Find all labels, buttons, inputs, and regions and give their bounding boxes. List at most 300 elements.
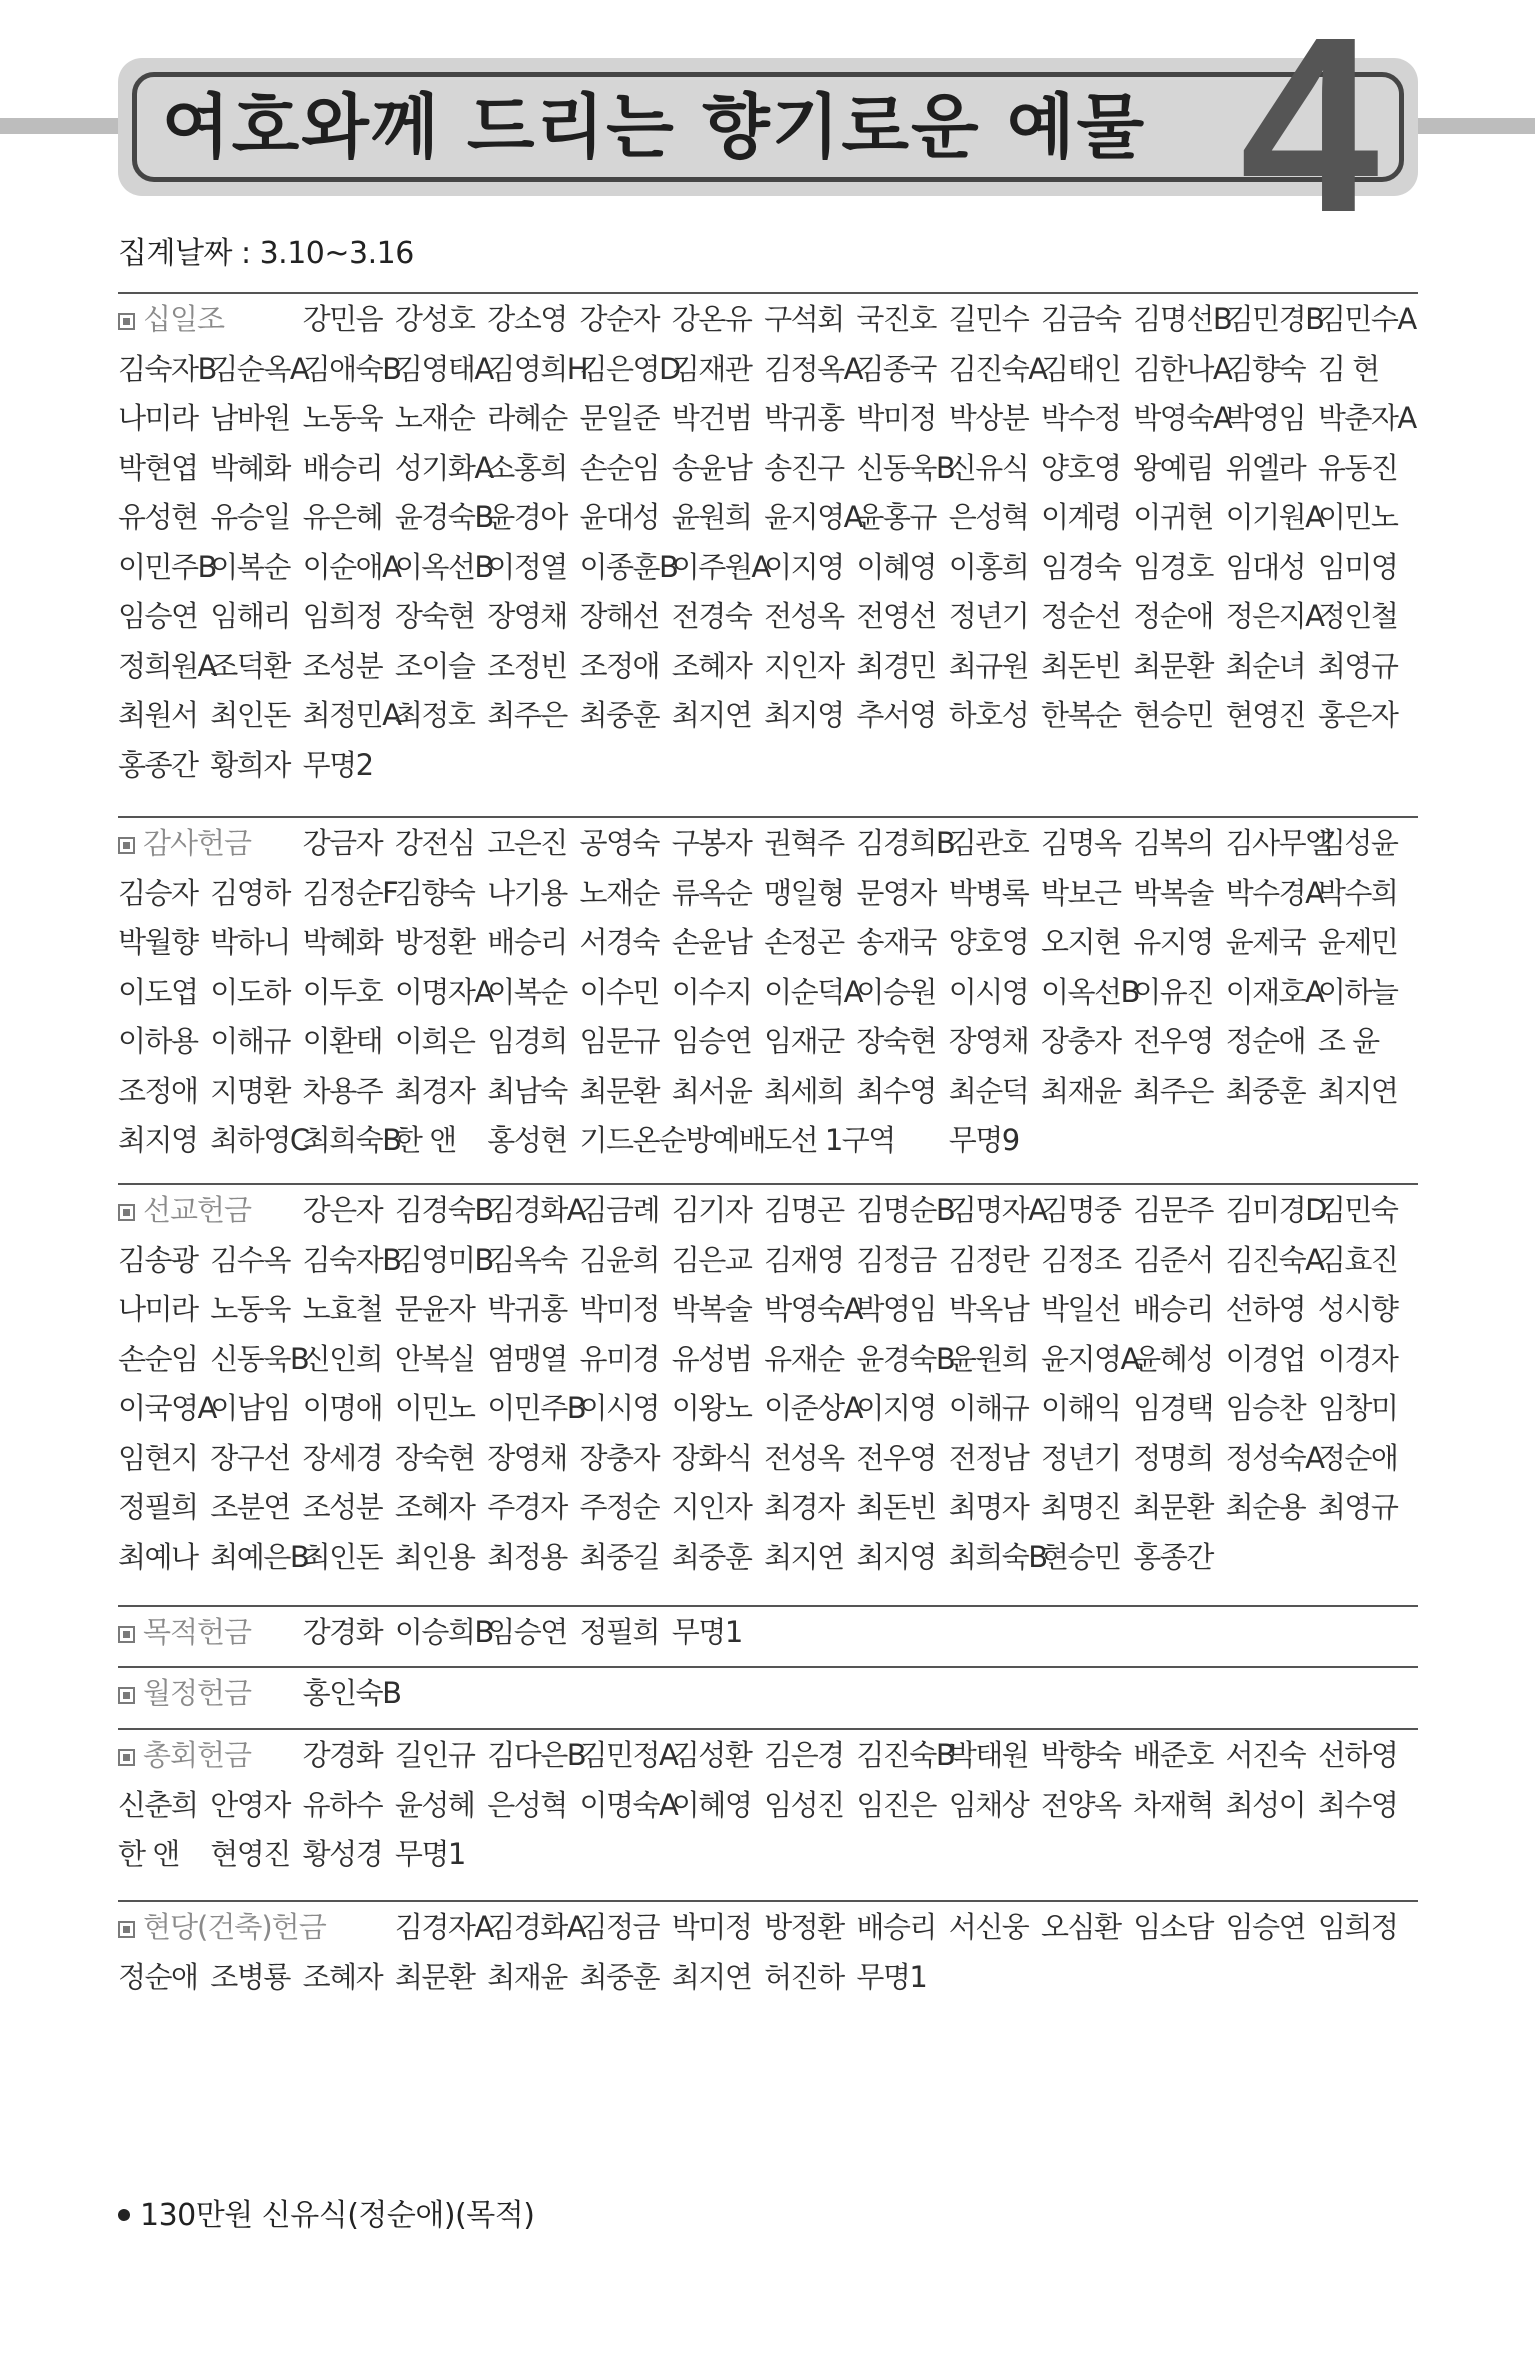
donor-name: 박병록 — [948, 875, 1029, 910]
donor-name: 최원서 — [118, 698, 198, 732]
name-row — [118, 1732, 1418, 1778]
name-row — [118, 919, 1418, 965]
name-row — [118, 296, 1418, 342]
donor-name: 최순덕 — [948, 1073, 1029, 1108]
donor-name: 임채상 — [948, 1787, 1029, 1822]
donor-name: 신인희 — [302, 1341, 383, 1376]
donor-name: 강민음 — [302, 302, 383, 336]
donor-name: 정명희 — [1133, 1440, 1213, 1475]
donor-name: 김다은B — [487, 1738, 586, 1772]
donor-name: 박옥남 — [948, 1292, 1029, 1326]
name-row — [118, 692, 1418, 738]
donor-name: 한 앤 — [394, 1123, 456, 1157]
donor-name: 장충자 — [1041, 1024, 1121, 1058]
donor-name: 정순애 — [118, 1959, 198, 1994]
name-row — [118, 643, 1418, 689]
donor-name: 김영미B — [394, 1242, 493, 1277]
donor-name: 이해규 — [948, 1391, 1029, 1425]
donor-name: 김준서 — [1133, 1242, 1213, 1277]
donor-name: 박향숙 — [1041, 1738, 1121, 1772]
donor-name: 최지영 — [118, 1123, 198, 1157]
donor-name: 허진하 — [764, 1959, 844, 1994]
donor-name: 최지연 — [1317, 1073, 1398, 1108]
donor-name: 조정애 — [118, 1073, 198, 1108]
donor-name: 최지연 — [671, 698, 752, 732]
name-row — [118, 445, 1418, 491]
donor-name: 이민주B — [118, 549, 216, 584]
donor-name: 최주은 — [487, 698, 567, 732]
donor-name: 최정호 — [394, 698, 475, 732]
donor-name: 전경숙 — [671, 599, 752, 633]
donor-name: 김명곤 — [764, 1193, 844, 1227]
donor-name: 배승리 — [856, 1910, 936, 1944]
donor-name: 윤원희 — [948, 1341, 1029, 1376]
donor-name: 소홍희 — [487, 450, 567, 485]
donor-name: 문일준 — [579, 401, 660, 435]
donor-name: 방정환 — [764, 1910, 844, 1944]
donor-name: 노동욱 — [210, 1292, 290, 1326]
donor-name: 장숙현 — [856, 1024, 936, 1058]
donor-name: 무명9 — [948, 1123, 1019, 1157]
donor-name: 최중훈 — [579, 1959, 660, 1994]
donor-name: 최예나 — [118, 1539, 198, 1574]
donor-name: 김애숙B — [302, 351, 401, 386]
donor-name: 윤지영A — [764, 500, 862, 534]
donor-name: 성시향 — [1317, 1292, 1398, 1326]
donor-name: 이재호A — [1225, 974, 1324, 1009]
donor-name: 신동욱B — [210, 1341, 309, 1376]
donor-name: 조병룡 — [210, 1959, 290, 1994]
section-divider — [118, 1666, 1418, 1668]
donor-name: 박영숙A — [1133, 401, 1232, 435]
donor-name: 장해선 — [579, 599, 660, 633]
name-row — [118, 1782, 1418, 1828]
donor-name: 김옥숙 — [487, 1242, 567, 1277]
donor-name: 이민주B — [487, 1391, 586, 1425]
donor-name: 황성경 — [302, 1837, 383, 1871]
donor-name: 윤경아 — [487, 500, 567, 534]
name-row — [118, 1904, 1418, 1950]
donor-name: 전영선 — [856, 599, 936, 633]
donor-name: 지명환 — [210, 1073, 290, 1108]
donor-name: 이왕노 — [671, 1391, 752, 1425]
donor-name: 서신웅 — [948, 1910, 1029, 1944]
donor-name: 구석회 — [764, 302, 844, 336]
donor-name: 정은지A — [1225, 599, 1324, 633]
donor-name: 주정순 — [579, 1490, 660, 1524]
donor-name: 유지영 — [1133, 925, 1213, 959]
donor-name: 손순임 — [118, 1341, 198, 1376]
donor-name: 박건범 — [671, 401, 752, 435]
donor-name: 김관호 — [948, 826, 1029, 860]
donor-name: 김은경 — [764, 1738, 844, 1772]
donor-name: 최순녀 — [1225, 648, 1306, 683]
section-label-text: 월정헌금 — [143, 1676, 252, 1710]
donor-name: 최돈빈 — [1041, 648, 1121, 683]
donor-name: 최인돈 — [302, 1539, 383, 1574]
donor-name: 박영임 — [856, 1292, 936, 1326]
donor-name: 강금자 — [302, 826, 383, 860]
bullet-icon — [118, 2209, 130, 2221]
donor-name: 최문환 — [579, 1073, 660, 1108]
donor-name: 강성호 — [394, 302, 475, 336]
name-row — [118, 395, 1418, 441]
donor-name: 이귀현 — [1133, 500, 1213, 534]
donor-name: 김명중 — [1041, 1193, 1121, 1227]
donor-name: 김윤희 — [579, 1242, 660, 1277]
donor-name: 손윤남 — [671, 925, 752, 959]
donor-name: 이지영 — [856, 1391, 936, 1425]
donor-name: 조덕환 — [210, 648, 290, 683]
donor-name: 송윤남 — [671, 450, 752, 485]
donor-name: 김수옥 — [210, 1242, 290, 1277]
donor-name: 이해규 — [210, 1024, 290, 1058]
donor-name: 최남숙 — [487, 1073, 567, 1108]
donor-name: 최중훈 — [579, 698, 660, 732]
donor-name: 왕예림 — [1133, 450, 1213, 485]
donor-name: 조 윤 — [1317, 1024, 1379, 1058]
donor-name: 최중훈 — [671, 1539, 752, 1574]
name-row — [118, 1954, 1418, 2000]
donor-name: 홍인숙B — [302, 1676, 401, 1710]
donor-name: 김은영D — [579, 351, 680, 386]
section-label-text: 목적헌금 — [143, 1615, 252, 1649]
donor-name: 장영채 — [487, 1440, 567, 1475]
donor-name: 이계령 — [1041, 500, 1121, 534]
name-row — [118, 1286, 1418, 1332]
donor-name: 지인자 — [764, 648, 844, 683]
donor-name: 김승자 — [118, 875, 198, 910]
donor-name: 한복순 — [1041, 698, 1121, 732]
donor-name: 이옥선B — [394, 549, 493, 584]
donor-name: 임승연 — [1225, 1910, 1306, 1944]
donor-name: 최세희 — [764, 1073, 844, 1108]
donor-name: 오지현 — [1041, 925, 1121, 959]
donor-name: 김향숙 — [1225, 351, 1306, 386]
donor-name: 오심환 — [1041, 1910, 1121, 1944]
donor-name: 이홍희 — [948, 549, 1029, 584]
donor-name: 윤원희 — [671, 500, 752, 534]
date-label: 집계날짜 : 3.10~3.16 — [118, 236, 414, 271]
donor-name: 전우영 — [1133, 1024, 1213, 1058]
donor-name: 김문주 — [1133, 1193, 1213, 1227]
donor-name: 차재혁 — [1133, 1787, 1213, 1822]
donor-name: 최재윤 — [1041, 1073, 1121, 1108]
donor-name: 강경화 — [302, 1738, 383, 1772]
donor-name: 최규원 — [948, 648, 1029, 683]
donor-name: 정필희 — [118, 1490, 198, 1524]
donor-name: 신동욱B — [856, 450, 955, 485]
donor-name: 길민수 — [948, 302, 1029, 336]
donor-name: 박혜화 — [210, 450, 290, 485]
donor-name: 배승리 — [1133, 1292, 1213, 1326]
donor-name: 박보근 — [1041, 875, 1121, 910]
section-divider — [118, 816, 1418, 818]
donor-name: 박수경A — [1225, 875, 1324, 910]
donor-name: 김정금 — [856, 1242, 936, 1277]
donor-name: 무명1 — [671, 1615, 742, 1649]
donor-name: 김금숙 — [1041, 302, 1121, 336]
donor-name: 조혜자 — [302, 1959, 383, 1994]
donor-name: 김경숙B — [394, 1193, 493, 1227]
donor-name: 이명숙A — [579, 1787, 678, 1822]
donor-name: 이해익 — [1041, 1391, 1121, 1425]
donor-name: 전우영 — [856, 1440, 936, 1475]
name-row — [118, 1484, 1418, 1530]
donor-name: 김진숙A — [948, 351, 1047, 386]
donor-name: 방정환 — [394, 925, 475, 959]
donor-name: 최문환 — [1133, 648, 1213, 683]
name-row — [118, 544, 1418, 590]
donor-name: 이도엽 — [118, 974, 198, 1009]
name-row — [118, 870, 1418, 916]
donor-name: 김정금 — [579, 1910, 660, 1944]
donor-name: 조혜자 — [671, 648, 752, 683]
section-label-text: 현당(건축)헌금 — [143, 1910, 326, 1944]
donor-name: 배승리 — [302, 450, 383, 485]
donor-name: 김향숙 — [394, 875, 475, 910]
name-row — [118, 593, 1418, 639]
donor-name: 최정용 — [487, 1539, 567, 1574]
donor-name: 이지영 — [764, 549, 844, 584]
name-row — [118, 494, 1418, 540]
donor-name: 최돈빈 — [856, 1490, 936, 1524]
donor-name: 김종국 — [856, 351, 936, 386]
donor-name: 이명자A — [394, 974, 493, 1009]
donor-name: 최하영C — [210, 1123, 309, 1157]
donor-name: 박상분 — [948, 401, 1029, 435]
donor-name: 정성숙A — [1225, 1440, 1324, 1475]
donor-name: 조성분 — [302, 1490, 383, 1524]
section-label-text: 십일조 — [143, 302, 225, 336]
donor-name: 최중훈 — [1225, 1073, 1306, 1108]
donor-name: 공영숙 — [579, 826, 660, 860]
donor-name: 김민숙 — [1317, 1193, 1398, 1227]
donor-name: 이하늘 — [1317, 974, 1398, 1009]
donor-name: 노재순 — [394, 401, 475, 435]
donor-name: 현영진 — [210, 1837, 290, 1871]
donor-name: 조분연 — [210, 1490, 290, 1524]
donor-name: 이승원 — [856, 974, 936, 1009]
donor-name: 이민노 — [394, 1391, 475, 1425]
donor-name: 최재윤 — [487, 1959, 567, 1994]
donor-name: 임경호 — [1133, 549, 1213, 584]
donor-name: 황희자 — [210, 747, 290, 782]
donor-name: 맹일형 — [764, 875, 844, 910]
donor-name: 박귀홍 — [764, 401, 844, 435]
donor-name: 정순애 — [1133, 599, 1213, 633]
donor-name: 김경화A — [487, 1910, 586, 1944]
donor-name: 노효철 — [302, 1292, 383, 1326]
donor-name: 장숙현 — [394, 1440, 475, 1475]
donor-name: 윤홍규 — [856, 500, 936, 534]
donor-name: 최명진 — [1041, 1490, 1121, 1524]
donor-name: 장충자 — [579, 1440, 660, 1475]
donor-name: 김효진 — [1317, 1242, 1398, 1277]
section-label-text: 선교헌금 — [143, 1193, 252, 1227]
donor-name: 임대성 — [1225, 549, 1306, 584]
donor-name: 박태원 — [948, 1738, 1029, 1772]
donor-name: 최예은B — [210, 1539, 309, 1574]
donor-name: 현승민 — [1133, 698, 1213, 732]
donor-name: 신유식 — [948, 450, 1029, 485]
donor-name: 배승리 — [487, 925, 567, 959]
donor-name: 위엘라 — [1225, 450, 1306, 485]
name-row — [118, 1336, 1418, 1382]
donor-name: 이승희B — [394, 1615, 493, 1649]
donor-name: 김진숙B — [856, 1738, 955, 1772]
donor-name: 장숙현 — [394, 599, 475, 633]
donor-name: 하호성 — [948, 698, 1029, 732]
donor-name: 이희은 — [394, 1024, 475, 1058]
donor-name: 최경민 — [856, 648, 936, 683]
donor-name: 임재군 — [764, 1024, 844, 1058]
donor-name: 김한나A — [1133, 351, 1232, 386]
donor-name: 임희정 — [1317, 1910, 1398, 1944]
donor-name: 김성환 — [671, 1738, 752, 1772]
donor-name: 장영채 — [948, 1024, 1029, 1058]
section-divider — [118, 1183, 1418, 1185]
donor-name: 박복술 — [671, 1292, 752, 1326]
donor-name: 임문규 — [579, 1024, 660, 1058]
donor-name: 배준호 — [1133, 1738, 1213, 1772]
donor-name: 구봉자 — [671, 826, 752, 860]
donor-name: 김영하 — [210, 875, 290, 910]
donor-name: 전성옥 — [764, 1440, 844, 1475]
donor-name: 김민정A — [579, 1738, 678, 1772]
donor-name: 김은교 — [671, 1242, 752, 1277]
donor-name: 류옥순 — [671, 875, 752, 910]
footnote — [118, 2190, 534, 2234]
donor-name: 박춘자A — [1317, 401, 1416, 435]
donor-name: 윤성혜 — [394, 1787, 475, 1822]
donor-name: 송재국 — [856, 925, 936, 959]
donor-name: 임희정 — [302, 599, 383, 633]
name-row — [118, 1609, 1418, 1655]
donor-name: 박미정 — [671, 1910, 752, 1944]
donor-name: 정년기 — [1041, 1440, 1121, 1475]
donor-name: 이혜영 — [671, 1787, 752, 1822]
donor-name: 이국영A — [118, 1391, 216, 1425]
donor-name: 이복순 — [487, 974, 567, 1009]
donor-name: 안복실 — [394, 1341, 475, 1376]
donor-name: 정필희 — [579, 1615, 660, 1649]
donor-name: 임소담 — [1133, 1910, 1213, 1944]
donor-name: 이주원A — [671, 549, 770, 584]
donor-name: 강소영 — [487, 302, 567, 336]
donor-name: 최수영 — [1317, 1787, 1398, 1822]
donor-name: 홍성현 — [487, 1123, 567, 1157]
donor-name: 양호영 — [1041, 450, 1121, 485]
donor-name: 기드온순방예배 — [579, 1123, 766, 1157]
donor-name: 양호영 — [948, 925, 1029, 959]
donor-name: 손순임 — [579, 450, 660, 485]
donor-name: 송진구 — [764, 450, 844, 485]
name-row — [118, 820, 1418, 866]
footnote-text: 130만원 신유식(정순애)(목적) — [140, 2198, 535, 2233]
donor-name: 이하용 — [118, 1024, 198, 1058]
donor-name: 임해리 — [210, 599, 290, 633]
name-row — [118, 1435, 1418, 1481]
donor-name: 전정남 — [948, 1440, 1029, 1475]
donor-name: 문영자 — [856, 875, 936, 910]
donor-name: 강은자 — [302, 1193, 383, 1227]
donor-name: 홍종간 — [118, 747, 198, 782]
donor-name: 나미라 — [118, 401, 198, 435]
donor-name: 임승연 — [487, 1615, 567, 1649]
donor-name: 염맹열 — [487, 1341, 567, 1376]
donor-name: 국진호 — [856, 302, 936, 336]
donor-name: 최희숙B — [302, 1123, 401, 1157]
donor-name: 김사무엘 — [1225, 826, 1332, 860]
donor-name: 김진숙A — [1225, 1242, 1324, 1277]
name-row — [118, 1237, 1418, 1283]
donor-name: 홍은자 — [1317, 698, 1398, 732]
name-row — [118, 1018, 1418, 1064]
donor-name: 이시영 — [579, 1391, 660, 1425]
donor-name: 최지연 — [671, 1959, 752, 1994]
donor-name: 최수영 — [856, 1073, 936, 1108]
section-divider — [118, 292, 1418, 294]
donor-name: 도선 1구역 — [764, 1123, 895, 1157]
donor-name: 강순자 — [579, 302, 660, 336]
donor-name: 최희숙B — [948, 1539, 1047, 1574]
donor-name: 김명순B — [856, 1193, 955, 1227]
donor-name: 임창미 — [1317, 1391, 1398, 1425]
section-label-text: 감사헌금 — [143, 826, 252, 860]
donor-name: 유하수 — [302, 1787, 383, 1822]
donor-name: 최지영 — [764, 698, 844, 732]
donor-name: 나미라 — [118, 1292, 198, 1326]
donor-name: 전양옥 — [1041, 1787, 1121, 1822]
donor-name: 조정애 — [579, 648, 660, 683]
donor-name: 라혜순 — [487, 401, 567, 435]
donor-name: 이정열 — [487, 549, 567, 584]
donor-name: 김기자 — [671, 1193, 752, 1227]
donor-name: 박복술 — [1133, 875, 1213, 910]
donor-name: 김민경B — [1225, 302, 1324, 336]
donor-name: 최정민A — [302, 698, 401, 732]
donor-name: 이두호 — [302, 974, 383, 1009]
donor-name: 은성혁 — [948, 500, 1029, 534]
donor-name: 현승민 — [1041, 1539, 1121, 1574]
name-row — [118, 969, 1418, 1015]
donor-name: 임승연 — [671, 1024, 752, 1058]
donor-name: 임경택 — [1133, 1391, 1213, 1425]
donor-name: 박수정 — [1041, 401, 1121, 435]
name-row — [118, 742, 1418, 788]
donor-name: 임승연 — [118, 599, 198, 633]
section-label-text: 총회헌금 — [143, 1738, 252, 1772]
name-row — [118, 1187, 1418, 1233]
donor-name: 김숙자B — [302, 1242, 401, 1277]
donor-name: 윤대성 — [579, 500, 660, 534]
name-row — [118, 1831, 1418, 1877]
donor-name: 최중길 — [579, 1539, 660, 1574]
donor-name: 유동진 — [1317, 450, 1398, 485]
donor-name: 홍종간 — [1133, 1539, 1213, 1574]
donor-name: 서진숙 — [1225, 1738, 1306, 1772]
donor-name: 강온유 — [671, 302, 752, 336]
donor-name: 박혜화 — [302, 925, 383, 959]
donor-name: 장화식 — [671, 1440, 752, 1475]
donor-name: 최명자 — [948, 1490, 1029, 1524]
donor-name: 임승찬 — [1225, 1391, 1306, 1425]
donor-name: 유성범 — [671, 1341, 752, 1376]
section-divider — [118, 1605, 1418, 1607]
donor-name: 노동욱 — [302, 401, 383, 435]
donor-name: 김금례 — [579, 1193, 660, 1227]
